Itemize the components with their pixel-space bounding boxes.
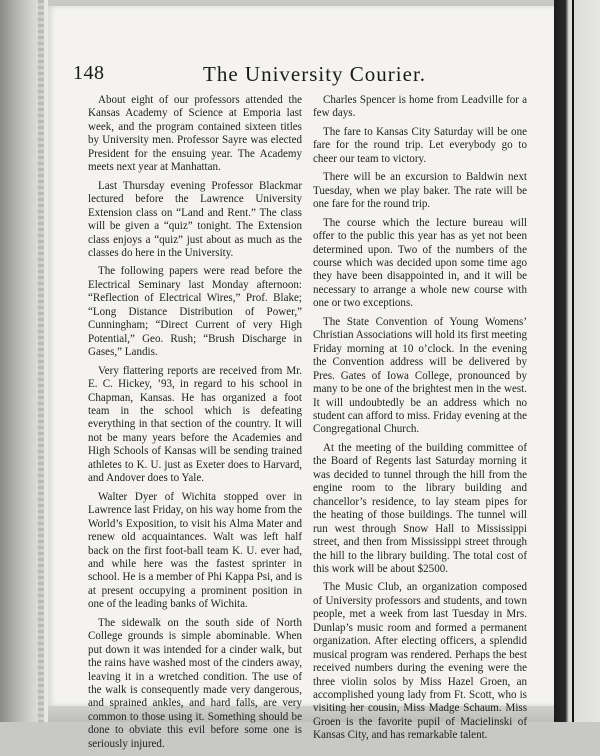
facing-page-edge (554, 0, 600, 722)
news-item-walter-dyer: Walter Dyer of Wichita stopped over in Lawrence last Friday, on his way home from the World’s Exposition, to visit his Alma Mater and renew old acquaintances. Walt was left half back on the first foot-ball team K. U. ever had, and while here was the fastest sprinter in school. He is a member of Phi Kappa Psi, and is at present occupying a prominent position in one of the leading banks of Wichita. (88, 490, 302, 611)
news-item-tunnel: At the meeting of the building committee of the Board of Regents last Saturday morning it was decided to tunnel through the hill from the engine room to the library building and chancellor’s residence, to lay steam pipes for the heating of those buildings. The tunnel will run west through Snow Hall to Mississippi street, and then from Mississippi street through the hill to the library building. The total cost of this work will be about $2500. (313, 441, 527, 575)
news-item-music-club: The Music Club, an organization composed of University professors and students, and town people, met a week from last Tuesday in Mrs. Dunlap’s music room and formed a permanent organization. After electing officers, a splendid musical program was rendered. Perhaps the best received numbers during the evening were the three violin solos by Miss Hazel Groen, an accomplished young lady from Ft. Scott, who is visiting her cousin, Miss Madge Schaum. Miss Groen is the favorite pupil of Macielinski of Kansas City, and has remarkable talent. (313, 581, 527, 742)
news-item-sidewalk: The sidewalk on the south side of North College grounds is simple abominable. When put down it was intended for a cinder walk, but the rains have washed most of the cinders away, leaving it in a wretched condition. The use of the walk is consequently made very dangerous, and sprained ankles, and hard falls, are very common to those using it. Something should be done to obviate this evil before some one is seriously injured. (88, 616, 302, 750)
page-header (73, 62, 503, 90)
news-item-kansas-city-fare: The fare to Kansas City Saturday will be one fare for the round trip. Let everybody go to cheer our team to victory. (313, 125, 527, 165)
left-column (88, 94, 302, 756)
binding-stitch-edge (38, 0, 44, 722)
news-item-blackmar-lecture: Last Thursday evening Professor Blackmar lectured before the Lawrence University Extension class on “Land and Rent.” The class will be given a “quiz” tonight. The Extension class enjoys a “quiz” just about as much as the classes do here in the University. (88, 179, 302, 259)
news-item-baldwin-excursion: There will be an excursion to Baldwin next Tuesday, when we play baker. The rate will be one fare for the round trip. (313, 171, 527, 211)
page-number: 148 (73, 62, 105, 84)
news-item-ywca-convention: The State Convention of Young Womens’ Christian Associations will hold its first meeting Friday morning at 10 o’clock. In the evening the Convention address will be delivered by Pres. Gates of Iowa College, pronounced by many to be one of the brightest men in the west. It will undoubtedly be an address which no student can afford to miss. Friday evening at the Congregational Church. (313, 315, 527, 436)
news-item-electrical-seminary: The following papers were read before the Electrical Seminary last Monday afternoon: “Reflection of Electrical Wires,” Prof. Blake; “Long Distance Distribution of Power,” Cunningham; “Direct Current of very High Potential,” Geo. Rush; “Brush Discharge in Gases,” Landis. (88, 265, 302, 359)
news-item-lecture-bureau: The course which the lecture bureau will offer to the public this year has as yet not been determined upon. Two of the numbers of the course which was decided upon some time ago they have been disappointed in, and it will be necessary to arrange a whole new course with one or two exceptions. (313, 216, 527, 310)
publication-title: The University Courier. (203, 62, 427, 86)
right-column (313, 94, 527, 748)
news-item-hickey-report: Very flattering reports are received from Mr. E. C. Hickey, ’93, in regard to his school in Chapman, Kansas. He has organized a foot team in the school which is defeating everything in that section of the country. It will not be many years before the Academies and High Schools of Kansas will be sending trained athletes to K. U. just as Exeter does to Harvard, and Andover does to Yale. (88, 364, 302, 485)
news-item-charles-spencer: Charles Spencer is home from Leadville for a few days. (313, 94, 527, 120)
news-item-academy-of-science: About eight of our professors attended the Kansas Academy of Science at Emporia last week, and the program contained sixteen titles by University men. Professor Sayre was elected President for the ensuing year. The Academy meets next year at Manhattan. (88, 94, 302, 174)
